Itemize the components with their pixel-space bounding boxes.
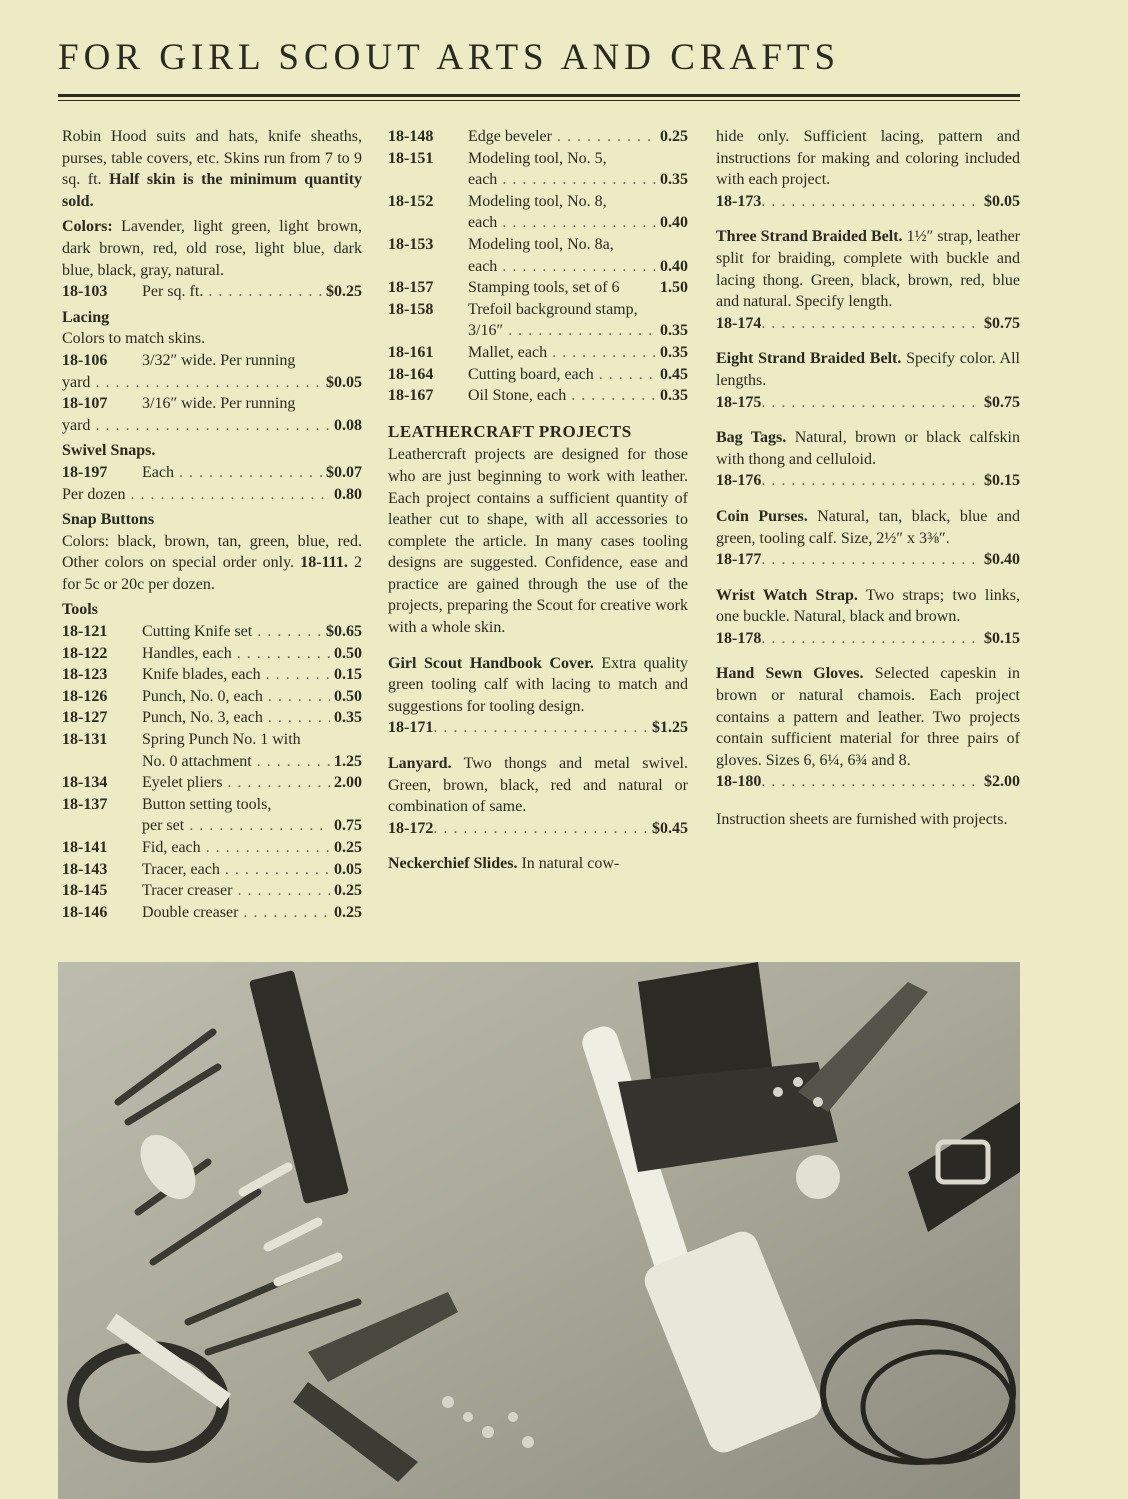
price-row	[62, 393, 362, 415]
price-row	[388, 148, 688, 170]
item-desc: Modeling tool, No. 8a,	[468, 235, 614, 253]
swivel-heading: Swivel Snaps.	[62, 442, 156, 460]
price-row	[388, 234, 688, 256]
item-code: 18-164	[388, 365, 434, 383]
price-line	[716, 771, 1020, 793]
item-desc: yard . . .	[62, 415, 330, 437]
snap-code: 18-111.	[300, 554, 348, 572]
item-code: 18-178	[716, 629, 762, 647]
price-row-cont	[388, 212, 688, 234]
colors-label: Colors:	[62, 218, 113, 236]
product-name: Eight Strand Braided Belt.	[716, 350, 902, 368]
item-price: $0.15	[984, 629, 1020, 647]
snap-heading: Snap Buttons	[62, 511, 155, 529]
price-row	[62, 621, 362, 643]
item-desc: Tracer, each . . .	[142, 859, 330, 881]
price-row	[388, 342, 688, 364]
price-row	[62, 902, 362, 924]
item-desc: yard . . .	[62, 372, 322, 394]
product-desc: Specify color. All lengths.	[716, 350, 1020, 389]
slides-cont: hide only. Sufficient lacing, pattern and instructions for making and coloring included with each project.	[716, 128, 1020, 189]
intro-paragraph	[62, 126, 362, 212]
item-price: $2.00	[984, 773, 1020, 791]
product-desc: Extra quality green tooling calf with lacing to match and suggestions for tooling design.	[388, 654, 689, 715]
item-desc: Each . . .	[142, 462, 322, 484]
price-row	[62, 794, 362, 816]
item-price: $0.65	[326, 623, 362, 641]
intro-text: Robin Hood suits and hats, knife sheaths, purses, table covers, etc. Skins run from 7 to 9 sq. ft.	[62, 128, 362, 189]
column-1	[62, 126, 362, 923]
item-price: $1.25	[652, 719, 688, 737]
price-line	[716, 549, 1020, 571]
product-name: Girl Scout Handbook Cover.	[388, 654, 594, 672]
projects-paragraph: Leathercraft projects are designed for those who are just beginning to work with leather. Each project contains a sufficient quantity of leather cut to shape, with all accessories to complete the article. In many cases tooling designs are suggested. Confidence, ease and practice are gained through the use of the projects, preparing the Scout for creative work with a whole skin.	[388, 446, 688, 637]
item-code: 18-197	[62, 463, 108, 481]
product-name: Three Strand Braided Belt.	[716, 228, 903, 246]
product-text	[716, 427, 1020, 470]
product-text	[388, 753, 688, 818]
leader-dots	[761, 549, 980, 571]
product-desc: Natural, tan, black, blue and green, tooling calf. Size, 2½″ x 3⅜″.	[716, 507, 1020, 547]
lacing-text: Colors to match skins.	[62, 330, 206, 348]
item-code: 18-152	[388, 192, 434, 210]
price-line	[716, 628, 1020, 650]
product-desc: 1½″ strap, leather split for braiding, complete with buckle and lacing thong. Green, black, brown, red, blue and natural. Specify length.	[716, 228, 1021, 311]
product-entry	[716, 506, 1020, 571]
item-desc: Cutting Knife set . . .	[142, 621, 322, 643]
price-row	[62, 484, 362, 506]
item-price: 0.40	[660, 214, 688, 232]
item-code: 18-137	[62, 795, 108, 813]
product-name: Coin Purses.	[716, 507, 808, 525]
product-name: Bag Tags.	[716, 429, 787, 447]
price-row	[62, 664, 362, 686]
item-code: 18-161	[388, 343, 434, 361]
price-row	[62, 707, 362, 729]
product-entry	[388, 653, 688, 739]
item-code: 18-103	[62, 283, 108, 301]
item-price: 0.45	[660, 365, 688, 383]
item-desc: Punch, No. 3, each . . .	[142, 707, 330, 729]
item-code: 18-172	[388, 819, 434, 837]
price-row-cont	[62, 815, 362, 837]
item-price: 0.35	[660, 343, 688, 361]
item-price: 1.25	[334, 752, 362, 770]
item-code: 18-174	[716, 314, 762, 332]
price-row-cont	[388, 256, 688, 278]
price-row-cont	[62, 415, 362, 437]
price-row	[388, 385, 688, 407]
item-desc: Stamping tools, set of 6	[468, 279, 620, 297]
leader-dots	[761, 313, 980, 335]
product-name: Wrist Watch Strap.	[716, 586, 858, 604]
product-desc: Natural, brown or black calfskin with thong and celluloid.	[716, 429, 1021, 468]
price-line	[716, 470, 1020, 492]
product-desc: Two thongs and metal swivel. Green, brown, black, red and natural or combination of same.	[388, 755, 688, 816]
leader-dots	[761, 771, 980, 793]
title-rule	[58, 94, 1020, 97]
item-desc: Mallet, each . . .	[468, 342, 656, 364]
item-price: $0.05	[984, 192, 1020, 210]
product-text	[716, 348, 1020, 391]
spool	[796, 1155, 840, 1199]
item-price: 0.05	[334, 860, 362, 878]
tools-list	[62, 621, 362, 923]
item-code: 18-134	[62, 774, 108, 792]
item-price: $0.15	[984, 472, 1020, 490]
intro-bold: Half skin is the minimum quantity sold.	[62, 171, 363, 210]
product-desc: Selected capeskin in brown or natural chamois. Each project contains a pattern and leather. Two projects contain sufficient material for three pairs of gloves. Sizes 6, 6¼, 6¾ and 8.	[716, 665, 1020, 769]
price-row	[62, 686, 362, 708]
snap-paragraph	[62, 531, 362, 596]
item-desc: each . . .	[468, 256, 656, 278]
item-price: 0.35	[660, 171, 688, 189]
item-code: 18-146	[62, 903, 108, 921]
item-code: 18-141	[62, 839, 108, 856]
price-row-cont	[62, 372, 362, 394]
item-code: 18-121	[62, 623, 108, 641]
item-desc: Double creaser . . .	[142, 902, 330, 924]
column-3	[716, 126, 1020, 831]
lacing-list	[62, 350, 362, 436]
leader-dots	[433, 717, 648, 739]
item-code: 18-106	[62, 351, 108, 369]
price-row	[388, 277, 688, 299]
item-price: 0.35	[660, 387, 688, 405]
price-row	[62, 880, 362, 902]
footer-note: Instruction sheets are furnished with projects.	[716, 811, 1008, 829]
item-price: 0.25	[334, 839, 362, 856]
price-row	[62, 837, 362, 859]
item-price: 1.50	[660, 279, 688, 297]
item-desc: No. 0 attachment . . .	[142, 751, 330, 773]
item-price: $0.05	[326, 373, 362, 391]
item-desc: Fid, each . . .	[142, 837, 330, 859]
item-price: $0.75	[984, 314, 1020, 332]
item-desc: Button setting tools,	[142, 795, 272, 813]
leader-dots	[433, 818, 648, 840]
item-code: 18-127	[62, 709, 108, 727]
tools-photograph	[58, 962, 1020, 1499]
tools-list-cont	[388, 126, 688, 407]
product-entry	[716, 348, 1020, 413]
item-code: 18-173	[716, 192, 762, 210]
price-row	[62, 643, 362, 665]
item-desc: 3/16″ . . .	[468, 320, 656, 342]
price-line	[388, 818, 688, 840]
item-price: 0.25	[334, 903, 362, 921]
price-row	[388, 126, 688, 148]
item-price: 0.35	[334, 709, 362, 727]
colors-text: Lavender, light green, light brown, dark brown, red, old rose, light blue, dark blue, black, gray, natural.	[62, 218, 362, 279]
title-rule-thin	[58, 100, 1020, 101]
item-code: 18-176	[716, 472, 762, 490]
item-price: 0.35	[660, 322, 688, 340]
item-code: 18-143	[62, 860, 108, 878]
item-price: 0.15	[334, 666, 362, 684]
price-row	[62, 772, 362, 794]
item-code: 18-177	[716, 551, 762, 569]
price-row	[62, 462, 362, 484]
item-desc: Modeling tool, No. 5,	[468, 149, 607, 167]
price-row	[62, 729, 362, 751]
product-desc: In natural cow-	[521, 855, 620, 873]
price-row-cont	[388, 320, 688, 342]
leader-dots	[761, 470, 980, 492]
item-code: 18-148	[388, 128, 434, 145]
snap-text: Colors: black, brown, tan, green, blue, red. Other colors on special order only.	[62, 532, 362, 572]
item-price: 0.50	[334, 687, 362, 705]
item-price: $0.45	[652, 819, 688, 837]
product-text	[388, 853, 688, 875]
product-entry	[388, 853, 688, 875]
product-name: Neckerchief Slides.	[388, 855, 518, 873]
product-text	[716, 663, 1020, 771]
item-desc: Trefoil background stamp,	[468, 300, 638, 318]
price-row	[388, 364, 688, 386]
item-desc: per set . . .	[142, 815, 330, 837]
item-desc: each . . .	[468, 212, 656, 234]
price-row	[388, 191, 688, 213]
item-price: $0.25	[326, 283, 362, 301]
item-desc: Tracer creaser . . .	[142, 880, 330, 902]
item-desc: 3/16″ wide. Per running	[142, 395, 296, 413]
leader-dots	[761, 628, 980, 650]
product-entry	[716, 226, 1020, 334]
price-line	[716, 392, 1020, 414]
item-code: 18-167	[388, 387, 434, 405]
price-row	[62, 350, 362, 372]
leader-dots	[761, 392, 980, 414]
product-text	[388, 653, 688, 718]
item-code: 18-175	[716, 393, 762, 411]
item-code: 18-158	[388, 300, 434, 318]
item-price: $0.75	[984, 393, 1020, 411]
item-code: 18-153	[388, 235, 434, 253]
price-row	[62, 859, 362, 881]
tools-heading: Tools	[62, 601, 98, 619]
item-code: 18-126	[62, 687, 108, 705]
item-price: 0.08	[334, 416, 362, 434]
item-desc: 3/32″ wide. Per running	[142, 351, 296, 369]
price-line	[388, 717, 688, 739]
item-price: 2.00	[334, 774, 362, 792]
item-desc: Oil Stone, each . . .	[468, 385, 656, 407]
colors-paragraph	[62, 216, 362, 281]
price-row	[388, 299, 688, 321]
item-desc: Per sq. ft. . . .	[142, 281, 322, 303]
item-code: 18-122	[62, 644, 108, 662]
item-desc: Punch, No. 0, each . . .	[142, 686, 330, 708]
item-desc: each . . .	[468, 169, 656, 191]
item-desc: Eyelet pliers . . .	[142, 772, 330, 794]
product-entry	[716, 585, 1020, 650]
item-code: 18-123	[62, 666, 108, 684]
price-row-cont	[62, 751, 362, 773]
product-entry	[716, 427, 1020, 492]
product-name: Lanyard.	[388, 755, 452, 773]
item-code: 18-151	[388, 149, 434, 167]
item-code: 18-131	[62, 731, 108, 749]
product-text	[716, 585, 1020, 628]
product-entries	[716, 226, 1020, 793]
product-entry	[716, 663, 1020, 793]
item-price: 0.25	[334, 882, 362, 900]
item-price: 0.50	[334, 644, 362, 662]
product-desc: Two straps; two links, one buckle. Natural, black and brown.	[716, 586, 1020, 626]
price-line	[716, 191, 1020, 213]
column-2	[388, 126, 688, 875]
item-desc: Per dozen . . .	[62, 484, 330, 506]
item-desc: Knife blades, each . . .	[142, 664, 330, 686]
product-entry	[388, 753, 688, 839]
price-line	[716, 313, 1020, 335]
price-row	[62, 281, 362, 303]
item-code: 18-180	[716, 773, 762, 791]
leader-dots	[761, 191, 980, 213]
lacing-heading: Lacing	[62, 308, 110, 326]
item-price: 0.75	[334, 817, 362, 835]
item-price: $0.40	[984, 551, 1020, 569]
page-title: FOR GIRL SCOUT ARTS AND CRAFTS	[58, 37, 841, 78]
item-desc: Edge beveler . . .	[468, 126, 656, 148]
price-row-cont	[388, 169, 688, 191]
product-text	[716, 226, 1020, 312]
projects-heading: LEATHERCRAFT PROJECTS	[388, 421, 632, 441]
snap-tail: 2 for 5c or 20c per dozen.	[62, 554, 362, 593]
item-code: 18-107	[62, 395, 108, 413]
item-desc: Spring Punch No. 1 with	[142, 731, 301, 749]
item-price: 0.25	[660, 128, 688, 145]
item-price: $0.07	[326, 463, 362, 481]
product-name: Hand Sewn Gloves.	[716, 665, 864, 683]
item-price: 0.40	[660, 257, 688, 275]
item-desc: Cutting board, each . . .	[468, 364, 656, 386]
item-code: 18-157	[388, 279, 434, 297]
item-desc: Handles, each . . .	[142, 643, 330, 665]
item-code: 18-145	[62, 882, 108, 900]
item-code: 18-171	[388, 719, 434, 737]
product-text	[716, 506, 1020, 549]
item-desc: Modeling tool, No. 8,	[468, 192, 607, 210]
item-price: 0.80	[334, 485, 362, 503]
